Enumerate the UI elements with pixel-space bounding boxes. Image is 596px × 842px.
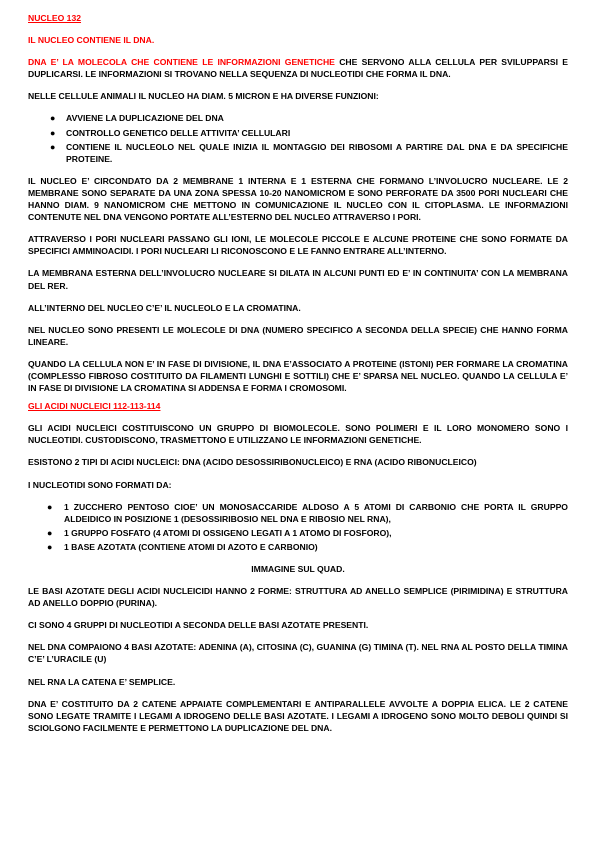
intro-line: IL NUCLEO CONTIENE IL DNA. (28, 35, 155, 46)
bullet-icon: ● (50, 141, 56, 152)
list-item: ● 1 GRUPPO FOSFATO (4 ATOMI DI OSSIGENO LEGATI A 1 ATOMO DI FOSFORO), (47, 527, 392, 538)
functions-list (28, 112, 568, 164)
paragraph-nuclear-envelope: IL NUCLEO E’ CIRCONDATO DA 2 MEMBRANE 1 INTERNA E 1 ESTERNA CHE FORMANO L’INVOLUCRO NUCLEARE. LE 2 MEMBRANE SONO SEPARATE DA UNA ZONA SPESSA 10-20 NANOMICROM E SONO PERFORATE DA 3500 PORI NUCLEARI CHE HANNO DIAM. 9 NANOMICROM CHE METTONO IN COMUNICAZIONE IL NUCLEO CON IL CITOPLASMA. LE INFORMAZIONI CONTENUTE NEL DNA VENGONO PORTATE ALL’ESTERNO DEL NUCLEO ATTRAVERSO I PORI. (28, 175, 568, 223)
paragraph-types: ESISTONO 2 TIPI DI ACIDI NUCLEICI: DNA (ACIDO DESOSSIRIBONUCLEICO) E RNA (ACIDO RIBONUCLEICO) (28, 457, 477, 468)
bullet-icon: ● (47, 527, 53, 538)
paragraph-nucleotide-groups: CI SONO 4 GRUPPI DI NUCLEOTIDI A SECONDA DELLE BASI AZOTATE PRESENTI. (28, 620, 369, 631)
paragraph-dna-definition-rest: CHE SERVONO ALLA CELLULA PER SVILUPPARSI E DUPLICARSI. LE INFORMAZIONI SI TROVANO NELLA SEQUENZA DI NUCLEOTIDI CHE FORMA IL DNA. (28, 57, 568, 80)
bullet-icon: ● (50, 127, 56, 138)
paragraph-double-helix: DNA E’ COSTITUITO DA 2 CATENE APPAIATE COMPLEMENTARI E ANTIPARALLELE AVVOLTE A DOPPIA ELICA. LE 2 CATENE SONO LEGATE TRAMITE I LEGAMI A IDROGENO DELLE BASI AZOTATE. I LEGAMI A IDROGENO SONO MOLTO DEBOLI QUINDI SI SCIOLGONO FACILMENTE E PERMETTONO LA DUPLICAZIONE DEL DNA. (28, 698, 568, 733)
list-item: ● 1 BASE AZOTATA (CONTIENE ATOMI DI AZOTO E CARBONIO) (47, 541, 318, 552)
bullet-icon: ● (47, 541, 53, 552)
paragraph-outer-membrane: LA MEMBRANA ESTERNA DELL’INVOLUCRO NUCLEARE SI DILATA IN ALCUNI PUNTI ED E’ IN CONTINUITA’ CON LA MEMBRANA DEL RER. (28, 268, 568, 291)
paragraph-dna-molecules: NEL NUCLEO SONO PRESENTI LE MOLECOLE DI DNA (NUMERO SPECIFICO A SECONDA DELLA SPECIE) CHE HANNO FORMA LINEARE. (28, 324, 568, 347)
nucleotide-components-list (28, 501, 568, 553)
section-title-acidi-nucleici: GLI ACIDI NUCLEICI 112-113-114 (28, 401, 161, 412)
paragraph-nucleolus: ALL’INTERNO DEL NUCLEO C’E’ IL NUCLEOLO E LA CROMATINA. (28, 302, 301, 313)
paragraph-dna-bases: NEL DNA COMPAIONO 4 BASI AZOTATE: ADENINA (A), CITOSINA (C), GUANINA (G) TIMINA (T). NEL RNA AL POSTO DELLA TIMINA C’E’ L’URACILE (U) (28, 642, 568, 665)
paragraph-rna-chain: NEL RNA LA CATENA E’ SEMPLICE. (28, 676, 176, 687)
section-title-nucleo: NUCLEO 132 (28, 13, 82, 23)
document-page (28, 12, 568, 744)
paragraph-dna-definition (28, 56, 568, 80)
highlight-dna-definition: DNA E’ LA MOLECOLA CHE CONTIENE LE INFORMAZIONI GENETICHE (28, 57, 335, 68)
paragraph-bases-forms: LE BASI AZOTATE DEGLI ACIDI NUCLEICIDI HANNO 2 FORME: STRUTTURA AD ANELLO SEMPLICE (PIRIMIDINA) E STRUTTURA AD ANELLO DOPPIO (PURINA). (28, 586, 568, 609)
paragraph-nucleus-functions: NELLE CELLULE ANIMALI IL NUCLEO HA DIAM. 5 MICRON E HA DIVERSE FUNZIONI: (28, 91, 379, 102)
paragraph-chromatin: QUANDO LA CELLULA NON E’ IN FASE DI DIVISIONE, IL DNA E’ASSOCIATO A PROTEINE (ISTONI) PER FORMARE LA CROMATINA (COMPLESSO FIBROSO COSTITUITO DA FILAMENTI LUNGHI E SOTTILI) CHE E’ SPARSA NEL NUCLEO. QUANDO LA CELLULA E’ IN FASE DI DIVISIONE LA CROMATINA SI ADDENSA E FORMA I CROMOSOMI. (28, 358, 568, 394)
bullet-icon: ● (50, 113, 56, 124)
list-item: ● 1 ZUCCHERO PENTOSO CIOE’ UN MONOSACCARIDE ALDOSO A 5 ATOMI DI CARBONIO CHE PORTA IL GRUPPO ALDEIDICO IN POSIZIONE 1 (DESOSSIRIBOSIO NEL DNA E RIBOSIO NEL RNA), (47, 501, 568, 524)
list-item: ● CONTROLLO GENETICO DELLE ATTIVITA’ CELLULARI (50, 127, 291, 138)
paragraph-nucleic-acids: GLI ACIDI NUCLEICI COSTITUISCONO UN GRUPPO DI BIOMOLECOLE. SONO POLIMERI E IL LORO MONOMERO SONO I NUCLEOTIDI. CUSTODISCONO, TRASMETTONO E UTILIZZANO LE INFORMAZIONI GENETICHE. (28, 423, 568, 446)
list-item: ● CONTIENE IL NUCLEOLO NEL QUALE INIZIA IL MONTAGGIO DEI RIBOSOMI A PARTIRE DAL DNA E DA SPECIFICHE PROTEINE. (50, 141, 568, 164)
image-note: IMMAGINE SUL QUAD. (251, 564, 345, 574)
paragraph-nucleotides: I NUCLEOTIDI SONO FORMATI DA: (28, 479, 172, 490)
list-item: ● AVVIENE LA DUPLICAZIONE DEL DNA (50, 113, 224, 124)
bullet-icon: ● (47, 501, 53, 512)
paragraph-nuclear-pores: ATTRAVERSO I PORI NUCLEARI PASSANO GLI IONI, LE MOLECOLE PICCOLE E ALCUNE PROTEINE CHE SONO FORMATE DA SPECIFICI AMMINOACIDI. I PORI NUCLEARI LI RICONOSCONO E LE FANNO ENTRARE ALL’INTERNO. (28, 234, 568, 257)
